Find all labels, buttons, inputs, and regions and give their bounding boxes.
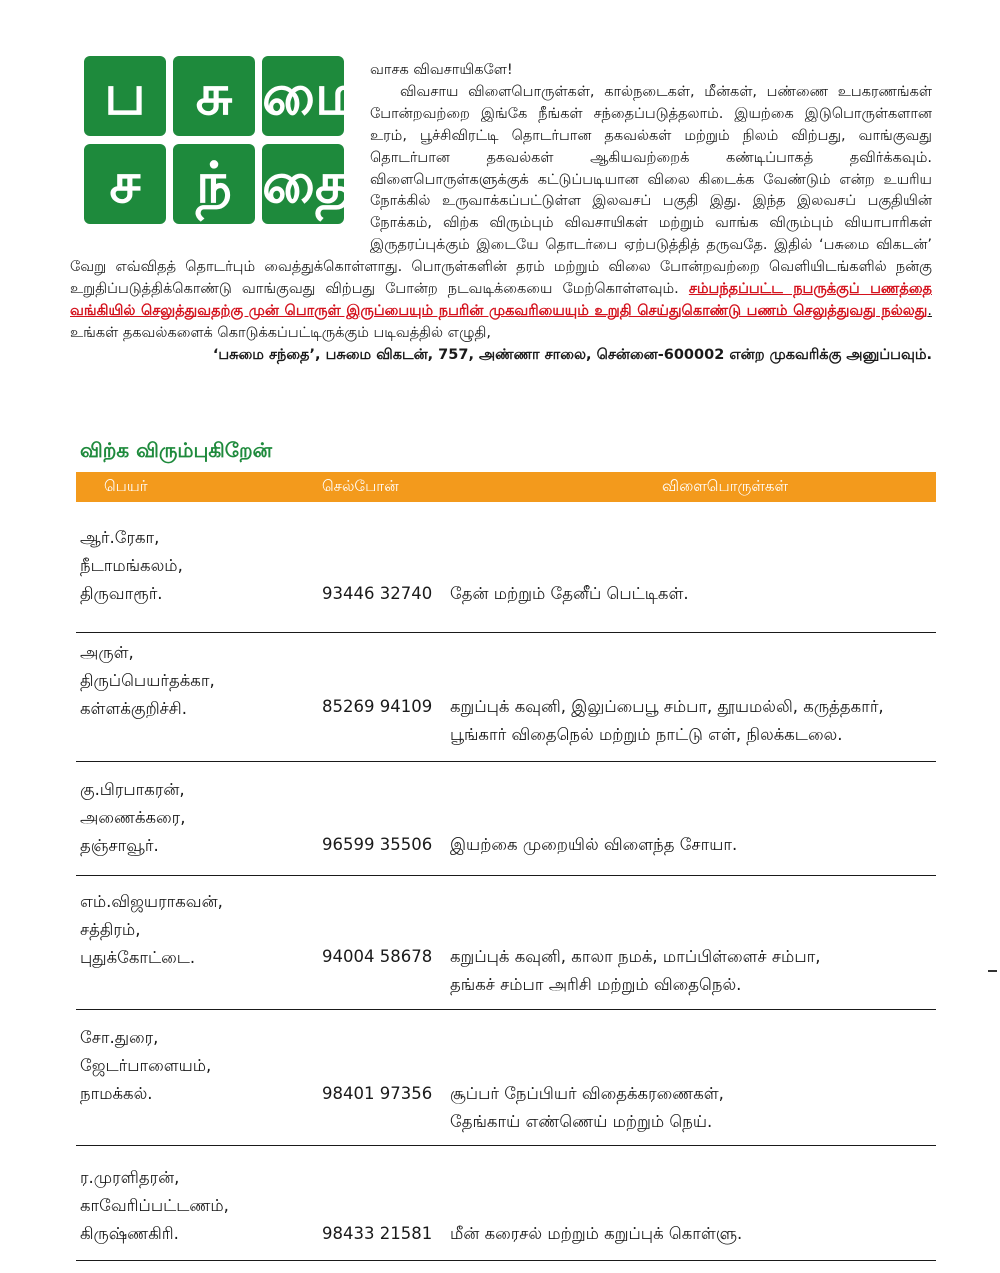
seller-name: ர.முரளிதரன், காவேரிப்பட்டணம், கிருஷ்ணகிரி.: [80, 1168, 229, 1243]
logo-letter: சு: [173, 56, 255, 136]
header-phone: செல்போன்: [322, 477, 399, 495]
table-row: [76, 504, 936, 633]
intro-greeting: வாசக விவசாயிகளே!: [370, 62, 513, 78]
table-row: [76, 1146, 936, 1261]
seller-name: சோ.துரை, ஜேடர்பாளையம், நாமக்கல்.: [80, 1028, 212, 1103]
intro-address: ‘பசுமை சந்தை’, பசுமை விகடன், 757, அண்ணா சாலை, சென்னை-600002 என்ற முகவரிக்கு அனுப்பவும்.: [212, 346, 932, 363]
intro-tail: உங்கள் தகவல்களைக் கொடுக்கப்பட்டிருக்கும் படிவத்தில் எழுதி,: [70, 324, 491, 341]
intro-text: [70, 60, 932, 367]
seller-products: இயற்கை முறையில் விளைந்த சோயா.: [450, 835, 738, 854]
seller-phone: 94004 58678: [322, 947, 433, 966]
logo-letter: தை: [262, 144, 344, 224]
section-title: விற்க விரும்புகிறேன்: [80, 438, 272, 462]
header-name: பெயர்: [104, 477, 148, 495]
intro-warning: சம்பந்தப்பட்ட நபருக்குப் பணத்தை வங்கியில் செலுத்துவதற்கு முன் பொருள் இருப்பையும் நபரின் முகவரியையும் உறுதி செய்துகொண்டு பணம் செலுத்துவது நல்லது: [70, 281, 932, 319]
seller-phone: 93446 32740: [322, 584, 433, 603]
intro-paragraph: விவசாய விளைபொருள்கள், கால்நடைகள், மீன்கள், பண்ணை உபகரணங்கள் போன்றவற்றை இங்கே நீங்கள் சந்தைப்படுத்தலாம். இயற்கை இடுபொருள்களான உரம், பூச்சிவிரட்டி தொடர்பான தகவல்கள் மற்றும் நிலம் விற்பது, வாங்குவது தொடர்பான தகவல்கள் ஆகியவற்றைக் கண்டிப்பாகத் தவிர்க்கவும். விளைபொருள்களுக்குக் கட்டுப்படியான விலை கிடைக்க வேண்டும் என்ற உயரிய நோக்கில் உருவாக்கப்பட்டுள்ள இலவசப் பகுதி இது. இந்த இலவசப் பகுதியின் நோக்கம், விற்க விரும்பும் விவசாயிகள் மற்றும் வாங்க விரும்பும் வியாபாரிகள் இருதரப்புக்கும் இடையே தொடர்பை ஏற்படுத்தித் தருவதே. இதில் ‘பசுமை விகடன்’ வேறு எவ்விதத் தொடர்பும் வைத்துக்கொள்ளாது. பொருள்களின் தரம் மற்றும் விலை போன்றவற்றை வெளியிடங்களில் நன்கு உறுதிப்படுத்திக்கொண்டு வாங்குவது விற்பது போன்ற நடவடிக்கையை மேற்கொள்ளவும். சம்பந்தப்பட்ட நபருக்குப் பணத்தை வங்கியில் செலுத்துவதற்கு முன் பொருள் இருப்பையும் நபரின் முகவரியையும் உறுதி செய்துகொண்டு பணம் செலுத்துவது நல்லது. உங்கள் தகவல்களைக் கொடுக்கப்பட்டிருக்கும் படிவத்தில் எழுதி,: [70, 83, 932, 341]
seller-list: [76, 504, 936, 1261]
table-header: [76, 472, 936, 502]
seller-phone: 96599 35506: [322, 835, 433, 854]
seller-products: சூப்பர் நேப்பியர் விதைக்கரணைகள், தேங்காய் எண்ணெய் மற்றும் நெய்.: [450, 1084, 724, 1131]
seller-name: கு.பிரபாகரன், அணைக்கரை, தஞ்சாவூர்.: [80, 780, 186, 855]
seller-name: எம்.விஜயராகவன், சத்திரம், புதுக்கோட்டை.: [80, 892, 223, 967]
seller-products: தேன் மற்றும் தேனீப் பெட்டிகள்.: [450, 584, 689, 603]
seller-phone: 85269 94109: [322, 697, 433, 716]
seller-products: கறுப்புக் கவுனி, இலுப்பைபூ சம்பா, தூயமல்லி, கருத்தகார், பூங்கார் விதைநெல் மற்றும் நாட்டு எள், நிலக்கடலை.: [450, 697, 884, 744]
logo-letter: ப: [84, 56, 166, 136]
seller-products: மீன் கரைசல் மற்றும் கறுப்புக் கொள்ளு.: [450, 1224, 743, 1243]
logo-letter: மை: [262, 56, 344, 136]
seller-phone: 98401 97356: [322, 1084, 433, 1103]
seller-products: கறுப்புக் கவுனி, காலா நமக், மாப்பிள்ளைச் சம்பா, தங்கச் சம்பா அரிசி மற்றும் விதைநெல்.: [450, 947, 821, 994]
seller-name: அருள், திருப்பெயர்தக்கா, கள்ளக்குறிச்சி.: [80, 643, 215, 718]
table-row: [76, 1010, 936, 1146]
header-products: விளைபொருள்கள்: [662, 477, 789, 495]
seller-name: ஆர்.ரேகா, நீடாமங்கலம், திருவாரூர்.: [80, 528, 183, 603]
table-row: [76, 633, 936, 762]
table-row: [76, 762, 936, 876]
seller-phone: 98433 21581: [322, 1224, 433, 1243]
divider-mark: [988, 970, 997, 972]
logo-letter: ச: [84, 144, 166, 224]
intro-body: விவசாய விளைபொருள்கள், கால்நடைகள், மீன்கள், பண்ணை உபகரணங்கள் போன்றவற்றை இங்கே நீங்கள் சந்தைப்படுத்தலாம். இயற்கை இடுபொருள்களான உரம், பூச்சிவிரட்டி தொடர்பான தகவல்கள் மற்றும் நிலம் விற்பது, வாங்குவது தொடர்பான தகவல்கள் ஆகியவற்றைக் கண்டிப்பாகத் தவிர்க்கவும். விளைபொருள்களுக்குக் கட்டுப்படியான விலை கிடைக்க வேண்டும் என்ற உயரிய நோக்கில் உருவாக்கப்பட்டுள்ள இலவசப் பகுதி இது. இந்த இலவசப் பகுதியின் நோக்கம், விற்க விரும்பும் விவசாயிகள் மற்றும் வாங்க விரும்பும் வியாபாரிகள் இருதரப்புக்கும் இடையே தொடர்பை ஏற்படுத்தித் தருவதே. இதில் ‘பசுமை விகடன்’ வேறு எவ்விதத் தொடர்பும் வைத்துக்கொள்ளாது. பொருள்களின் தரம் மற்றும் விலை போன்றவற்றை வெளியிடங்களில் நன்கு உறுதிப்படுத்திக்கொண்டு வாங்குவது விற்பது போன்ற நடவடிக்கையை மேற்கொள்ளவும்.: [70, 83, 932, 298]
table-row: [76, 876, 936, 1010]
logo-letter: ந்: [173, 144, 255, 224]
